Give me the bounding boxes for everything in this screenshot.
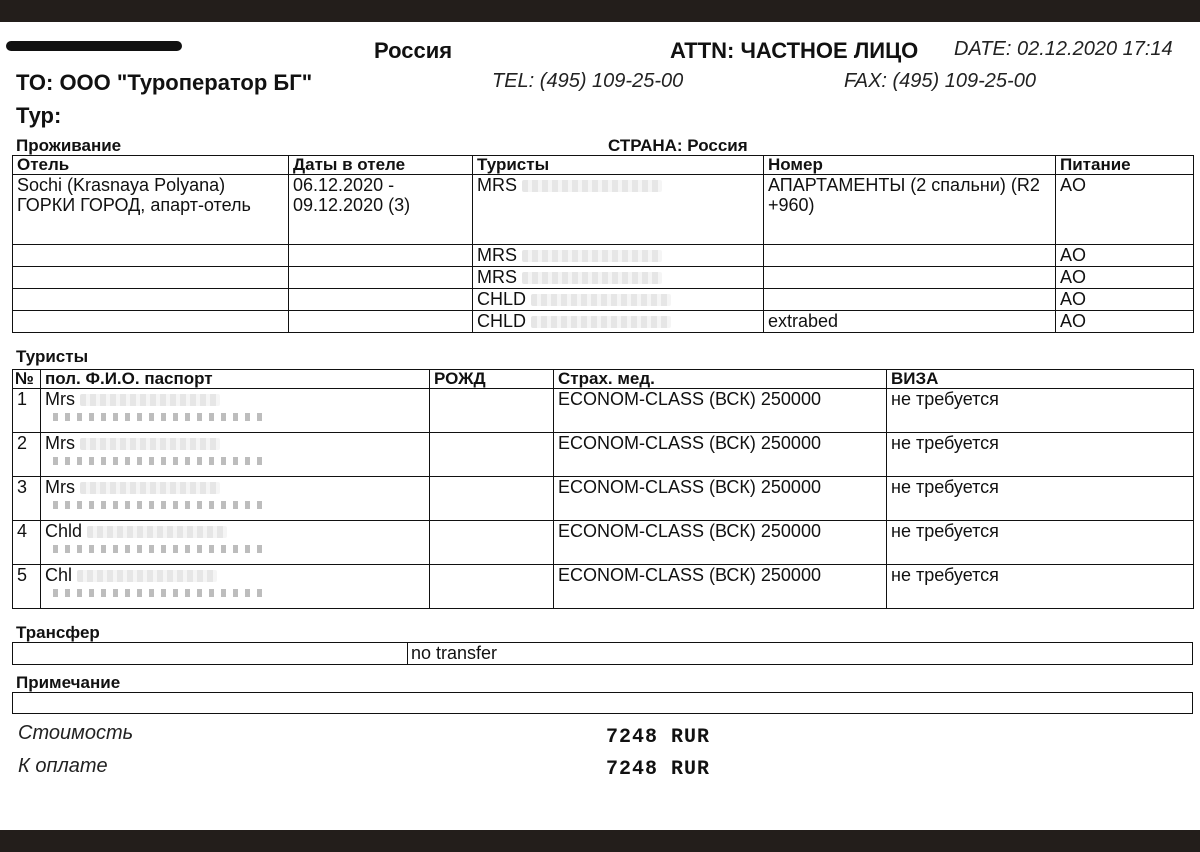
header-fax: FAX: (495) 109-25-00 bbox=[844, 70, 1036, 92]
tourist-cell: MRS bbox=[473, 175, 764, 245]
tourist-name-cell: Chl bbox=[41, 565, 430, 609]
tourist-name-cell: Mrs bbox=[41, 433, 430, 477]
col-meal: Питание bbox=[1056, 156, 1194, 175]
transfer-title: Трансфер bbox=[16, 623, 100, 642]
pay-label: К оплате bbox=[18, 755, 108, 777]
redacted-passport bbox=[53, 589, 263, 597]
hotel-name: Sochi (Krasnaya Polyana) ГОРКИ ГОРОД, апарт-отель bbox=[13, 175, 289, 245]
redacted-name bbox=[531, 294, 671, 306]
redacted-name bbox=[80, 394, 220, 406]
redacted-birthdate bbox=[430, 477, 554, 521]
header-tel: TEL: (495) 109-25-00 bbox=[492, 70, 684, 92]
accommodation-country: СТРАНА: Россия bbox=[608, 136, 748, 155]
insurance-cell: ECONOM-CLASS (ВСК) 250000 bbox=[554, 521, 887, 565]
tourist-num: 1 bbox=[13, 389, 41, 433]
hotel-dates: 06.12.2020 - 09.12.2020 (3) bbox=[289, 175, 473, 245]
cost-value: 7248 RUR bbox=[606, 726, 711, 749]
col-name-passport: пол. Ф.И.О. паспорт bbox=[41, 370, 430, 389]
room-type: АПАРТАМЕНТЫ (2 спальни) (R2 +960) bbox=[764, 175, 1056, 245]
redacted-name bbox=[522, 250, 662, 262]
col-room: Номер bbox=[764, 156, 1056, 175]
transfer-value: no transfer bbox=[411, 643, 498, 663]
redacted-passport bbox=[53, 413, 263, 421]
table-row bbox=[13, 389, 1194, 433]
header-attn: ATTN: ЧАСТНОЕ ЛИЦО bbox=[670, 38, 919, 63]
tourist-cell: MRS bbox=[473, 245, 764, 267]
cost-label: Стоимость bbox=[18, 722, 134, 744]
meal-cell: AO bbox=[1056, 289, 1194, 311]
redacted-name bbox=[87, 526, 227, 538]
col-birth: РОЖД bbox=[430, 370, 554, 389]
visa-cell: не требуется bbox=[887, 477, 1194, 521]
col-insurance: Страх. мед. bbox=[554, 370, 887, 389]
meal-cell: AO bbox=[1056, 311, 1194, 333]
table-row bbox=[13, 311, 1194, 333]
header-date: DATE: 02.12.2020 17:14 bbox=[954, 38, 1173, 60]
redacted-name bbox=[80, 438, 220, 450]
table-header-row bbox=[13, 370, 1194, 389]
header-to: ТО: ООО "Туроператор БГ" bbox=[16, 70, 313, 95]
room-cell bbox=[764, 267, 1056, 289]
redacted-birthdate bbox=[430, 389, 554, 433]
redacted-phone bbox=[6, 41, 182, 51]
accommodation-table bbox=[12, 155, 1194, 333]
transfer-box bbox=[12, 642, 1193, 665]
table-row bbox=[13, 565, 1194, 609]
redacted-name bbox=[80, 482, 220, 494]
insurance-cell: ECONOM-CLASS (ВСК) 250000 bbox=[554, 565, 887, 609]
redacted-name bbox=[522, 272, 662, 284]
col-num: № bbox=[13, 370, 41, 389]
bottom-dark-band bbox=[0, 830, 1200, 852]
table-row bbox=[13, 245, 1194, 267]
redacted-birthdate bbox=[430, 521, 554, 565]
col-visa: ВИЗА bbox=[887, 370, 1194, 389]
visa-cell: не требуется bbox=[887, 521, 1194, 565]
table-row bbox=[13, 521, 1194, 565]
redacted-passport bbox=[53, 501, 263, 509]
insurance-cell: ECONOM-CLASS (ВСК) 250000 bbox=[554, 389, 887, 433]
table-header-row bbox=[13, 156, 1194, 175]
tourist-num: 3 bbox=[13, 477, 41, 521]
room-cell bbox=[764, 289, 1056, 311]
note-box bbox=[12, 692, 1193, 714]
tourist-cell: MRS bbox=[473, 267, 764, 289]
tour-label: Тур: bbox=[16, 103, 62, 128]
tourist-name-cell: Chld bbox=[41, 521, 430, 565]
visa-cell: не требуется bbox=[887, 433, 1194, 477]
insurance-cell: ECONOM-CLASS (ВСК) 250000 bbox=[554, 477, 887, 521]
meal-cell: AO bbox=[1056, 245, 1194, 267]
tourists-title: Туристы bbox=[16, 347, 89, 366]
tourist-cell: CHLD bbox=[473, 311, 764, 333]
table-row bbox=[13, 267, 1194, 289]
pay-value: 7248 RUR bbox=[606, 758, 711, 781]
accommodation-title: Проживание bbox=[16, 136, 122, 155]
col-tourists: Туристы bbox=[473, 156, 764, 175]
room-cell bbox=[764, 245, 1056, 267]
redacted-birthdate bbox=[430, 565, 554, 609]
insurance-cell: ECONOM-CLASS (ВСК) 250000 bbox=[554, 433, 887, 477]
header-country: Россия bbox=[374, 38, 453, 63]
tourist-num: 2 bbox=[13, 433, 41, 477]
tourist-num: 5 bbox=[13, 565, 41, 609]
col-hotel: Отель bbox=[13, 156, 289, 175]
tourist-name-cell: Mrs bbox=[41, 389, 430, 433]
table-row bbox=[13, 477, 1194, 521]
note-title: Примечание bbox=[16, 673, 121, 692]
tourist-cell: CHLD bbox=[473, 289, 764, 311]
table-row bbox=[13, 175, 1194, 245]
room-cell: extrabed bbox=[764, 311, 1056, 333]
redacted-name bbox=[531, 316, 671, 328]
meal-cell: AO bbox=[1056, 175, 1194, 245]
tourist-num: 4 bbox=[13, 521, 41, 565]
top-dark-band bbox=[0, 0, 1200, 22]
redacted-name bbox=[77, 570, 217, 582]
meal-cell: AO bbox=[1056, 267, 1194, 289]
tourists-table bbox=[12, 369, 1194, 609]
table-row bbox=[13, 433, 1194, 477]
visa-cell: не требуется bbox=[887, 565, 1194, 609]
redacted-passport bbox=[53, 545, 263, 553]
redacted-name bbox=[522, 180, 662, 192]
table-row bbox=[13, 289, 1194, 311]
redacted-passport bbox=[53, 457, 263, 465]
visa-cell: не требуется bbox=[887, 389, 1194, 433]
col-dates: Даты в отеле bbox=[289, 156, 473, 175]
tourist-name-cell: Mrs bbox=[41, 477, 430, 521]
redacted-birthdate bbox=[430, 433, 554, 477]
